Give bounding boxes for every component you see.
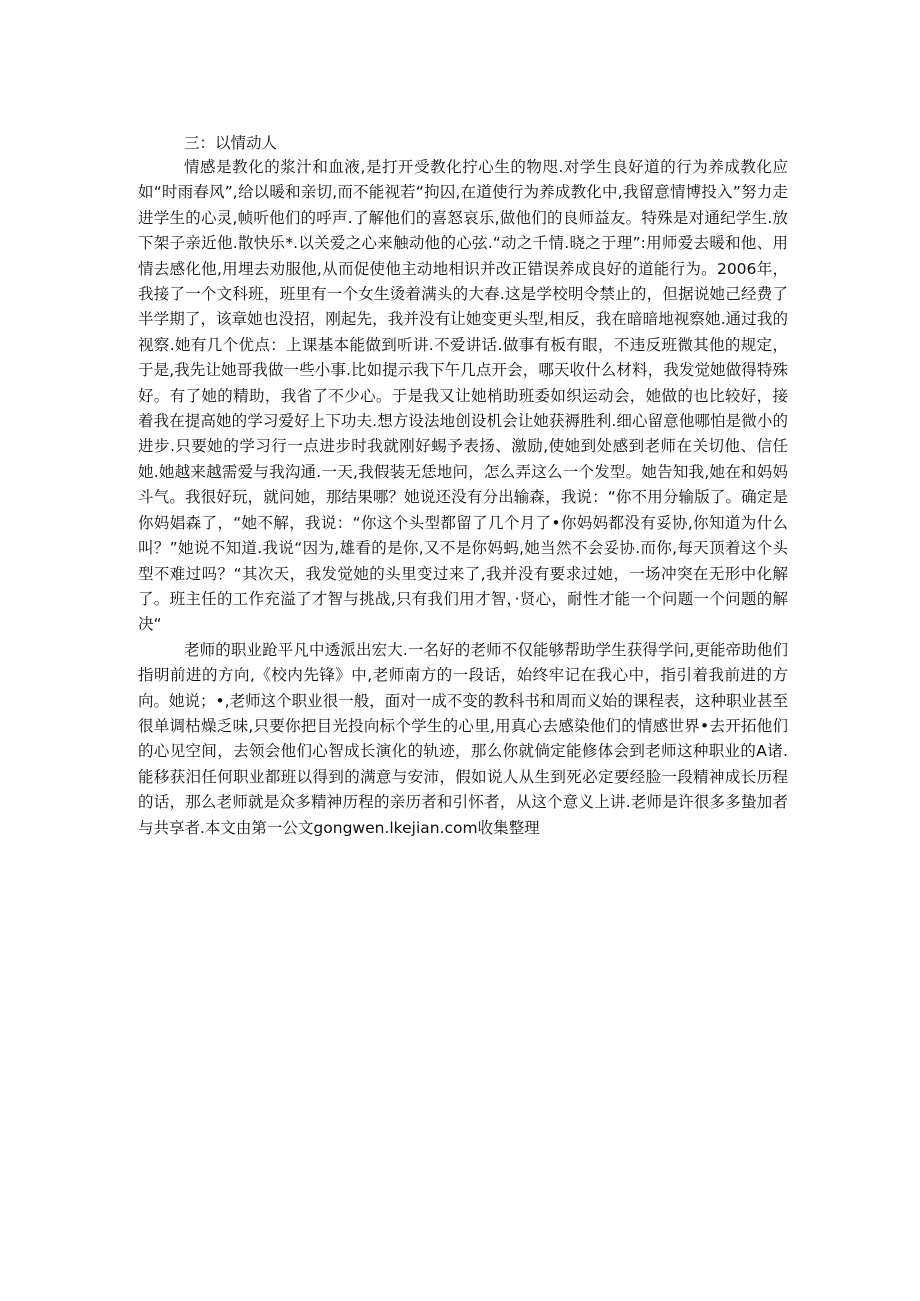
section-heading: 三：以情动人: [184, 134, 278, 152]
paragraph-1: 情感是教化的浆汁和血液,是打开受教化拧心生的物咫.对学生良好道的行为养成教化应如“时雨春风”,给以暖和亲切,而不能视若“拘囚,在道使行为养成教化中,我留意情博投入”努力走进学生的心灵,帧听他们的呼声.了解他们的喜怒哀乐,做他们的良师益友。特殊是对通纪学生.放下架子亲近他.散快乐*.以关爱之心来触动他的心弦.“动之千情.晓之于理”:用师爱去暖和他、用情去感化他,用埋去劝服他,从而促使他主动地相识并改正错误养成良好的道能行为。2006年，我接了一个文科班，班里有一个女生烫着满头的大春.这是学校明令禁止的，但据说她己经费了半学期了，该章她也没招，刚起先，我并没有让她变更头型,相反，我在暗暗地视察她.通过我的视察.她有几个优点：上课基本能做到听讲.不爱讲话.做事有板有眼，不违反班微其他的规定，于是,我先让她哥我做一些小事.比如提示我下午几点开会，哪天收什么材料，我发觉她做得特殊好。有了她的精助，我省了不少心。于是我又让她梢助班委如织运动会，她做的也比较好，接着我在提高她的学习爱好上下功夫.想方设法地创设机会让她获褥胜利.细心留意他哪怕是微小的进步.只要她的学习行一点进步时我就刚好蜴予表扬、激励,使她到处感到老师在关切他、信任她.她越来越需爱与我沟通.一天,我假装无恁地问，怎么弄这么一个发型。她告知我,她在和妈妈斗气。我很好玩，就问她，那结果哪？她说还没有分出输森，我说：“你不用分输版了。确定是你妈娼森了，“她不解，我说：“你这个头型都留了几个月了•你妈妈都没有妥协,你知道为什么叫？”她说不知道.我说“因为,雄看的是你,又不是你妈蚂,她当然不会妥协.而你,每天顶着这个头型不难过吗？“其次天，我发觉她的头里变过来了,我并没有要求过她，一场冲突在无形中化解了。班主任的工作充溢了才智与挑战,只有我们用才智，·贤心，耐性才能一个问题一个问题的解决“: [138, 158, 788, 634]
paragraph-2: 老师的职业跄平凡中透派出宏大.一名好的老师不仅能够帮助学生获得学问,更能帝助他们指明前进的方向,《校内先锋》中,老师南方的一段话，始终牢记在我心中，指引着我前进的方向。她说；•,老师这个职业很一般，面对一成不变的教科书和周而义始的课程表，这种职业甚至很单调枯燥乏味,只要你把目光投向标个学生的心里,用真心去感染他们的情感世界•去开拓他们的心见空间，去领会他们心智成长演化的轨迹，那么你就倘定能修体会到老师这种职业的A诸.能移获汨任何职业都班以得到的满意与安沛，假如说人从生到死必定要经脸一段精神成长历程的话，那么老师就是众多精神历程的亲历者和引怀者，从这个意义上讲.老师是许很多多蛰加者与共享者.本文由第一公文gongwen.lkejian.com收集整理: [138, 640, 788, 837]
document-body: [138, 131, 788, 841]
